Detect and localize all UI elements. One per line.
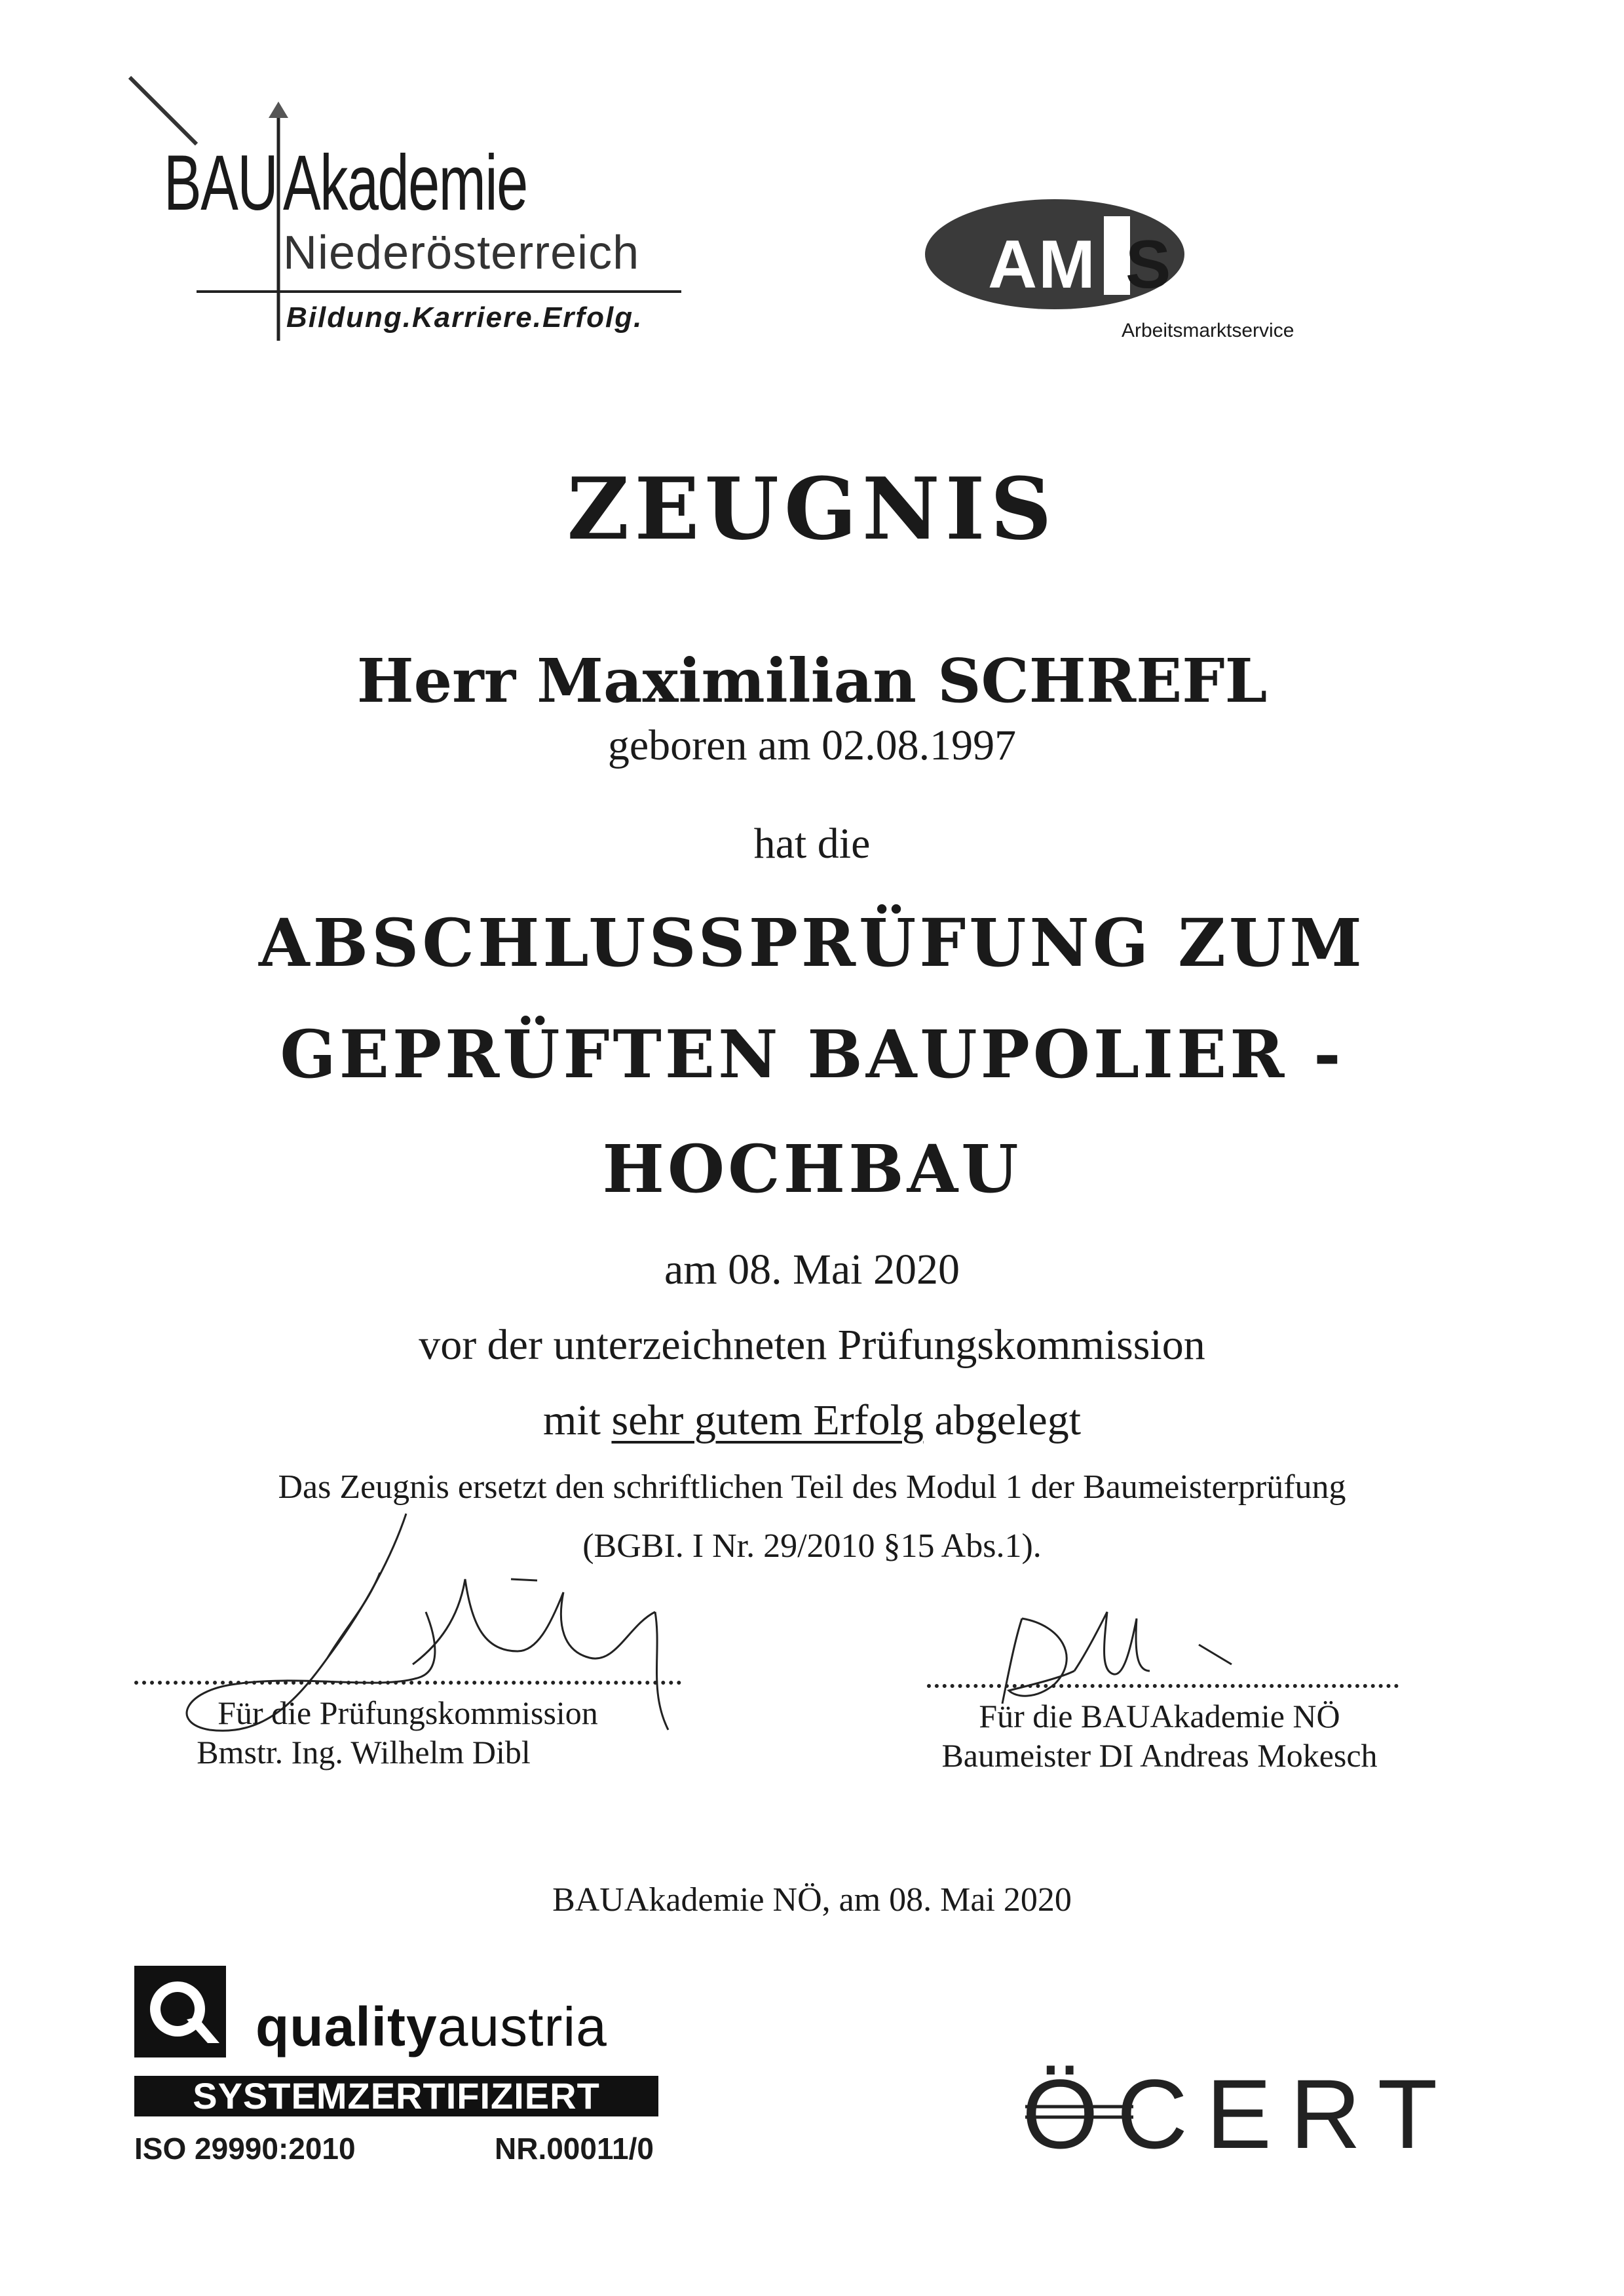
quality-austria-number: NR.00011/0 <box>495 2132 654 2166</box>
quality-austria-iso: ISO 29990:2010 <box>134 2132 356 2166</box>
bau-logo-region: Niederösterreich <box>283 227 640 279</box>
quality-austria-word-bold: quality <box>255 1996 438 2057</box>
place-and-date: BAUAkademie NÖ, am 08. Mai 2020 <box>552 1881 1072 1919</box>
bau-logo-akademie: Akademie <box>283 139 527 227</box>
quality-austria-q-icon <box>134 1966 226 2057</box>
result-grade: sehr gutem Erfolg <box>611 1396 924 1444</box>
bau-logo-bau: BAU <box>164 139 278 227</box>
result-prefix: mit <box>542 1396 601 1444</box>
signer-left-role: Für die Prüfungskommission <box>217 1694 598 1731</box>
quality-austria-word-regular: austria <box>437 1996 607 2057</box>
quality-austria-bar-text: SYSTEMZERTIFIZIERT <box>193 2075 600 2116</box>
ams-logo-s: S <box>1125 227 1171 303</box>
recipient-name: Herr Maximilian SCHREFL <box>356 645 1268 716</box>
signer-left-name: Bmstr. Ing. Wilhelm Dibl <box>197 1734 531 1770</box>
signer-right-role: Für die BAUAkademie NÖ <box>979 1698 1340 1734</box>
exam-title-line-1: ABSCHLUSSPRÜFUNG ZUM <box>259 904 1365 982</box>
bau-logo-slogan: Bildung.Karriere.Erfolg. <box>286 301 643 334</box>
committee-text: vor der unterzeichneten Prüfungskommission <box>419 1321 1205 1369</box>
signature-right <box>983 1599 1297 1710</box>
note-line-2: (BGBI. I Nr. 29/2010 §15 Abs.1). <box>582 1527 1042 1565</box>
signature-line-left <box>134 1681 681 1685</box>
birth-date: geboren am 02.08.1997 <box>607 721 1017 769</box>
result-line <box>0 1396 1624 1445</box>
note-line-1: Das Zeugnis ersetzt den schriftlichen Teil des Modul 1 der Baumeisterprüfung <box>278 1468 1346 1506</box>
signature-line-right <box>927 1684 1399 1688</box>
oecert-logo: ÖCERT <box>1022 2059 1456 2169</box>
exam-title-line-3: HOCHBAU <box>602 1130 1022 1208</box>
result-suffix: abgelegt <box>934 1396 1082 1444</box>
ams-logo-subtitle: Arbeitsmarktservice <box>1122 320 1294 341</box>
exam-title-line-2: GEPRÜFTEN BAUPOLIER - <box>280 1016 1344 1093</box>
ams-logo-letters: AM <box>988 227 1097 303</box>
oecert-logo-lines <box>1025 2100 1137 2126</box>
quality-austria-wordmark <box>255 1995 607 2059</box>
page-title: ZEUGNIS <box>567 459 1057 559</box>
signer-right-name: Baumeister DI Andreas Mokesch <box>941 1737 1378 1774</box>
intro-text: hat die <box>753 820 871 868</box>
exam-date: am 08. Mai 2020 <box>664 1246 960 1293</box>
